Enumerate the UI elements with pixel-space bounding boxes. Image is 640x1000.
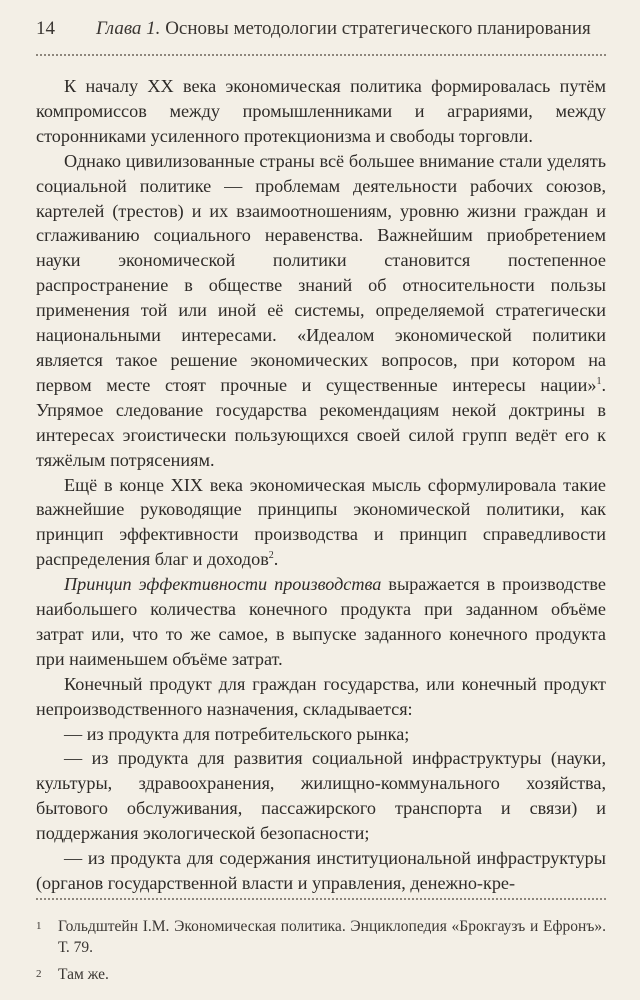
running-title [96,18,591,40]
book-page [36,18,606,983]
paragraph [36,473,606,573]
header-divider [36,54,606,56]
paragraph [36,149,606,473]
footnote-number: 1 [36,920,42,932]
paragraph [36,572,606,672]
list-item: — из продукта для потребительского рынка; [64,723,410,744]
paragraph: Конечный продукт для граждан государства, или конечный продукт непроизводственного назначения, складывается: [36,673,606,719]
footnote [36,964,606,985]
paragraph-text: . Упрямое следование государства рекомендациям некой доктрины в интересах эгоистически пользующихся своей силой групп ведёт его к тяжёлым потрясениям. [36,374,606,470]
list-item: — из продукта для развития социальной инфраструктуры (науки, культуры, здравоохранения, жилищно-коммунального хозяйства, бытового обслуживания, пассажирского транспорта и связи) и поддержания экологической безопасности; [36,748,606,844]
footnote-reference: 1 [596,375,602,387]
paragraph-text: Ещё в конце XIX века экономическая мысль сформулировала такие важнейшие руководящие принципы экономической политики, как принцип эффективности производства и принцип справедливости распределения благ и доходов [36,474,606,570]
paragraph-text: выражается в производстве наибольшего количества конечного продукта при заданном объёме затрат или, что то же самое, в выпуске заданного конечного продукта при наименьшем объёме затрат. [36,574,606,669]
chapter-label: Глава 1. [96,18,161,39]
emphasized-term: Принцип эффективности производства [64,574,382,595]
footnote-number: 2 [36,968,42,980]
running-header [36,18,606,54]
page-number: 14 [36,18,55,39]
list-item: — из продукта для содержания институциональной инфраструктуры (органов государственной власти и управления, денежно-кре- [36,848,606,893]
footnote-text: Гольдштейн I.M. Экономическая политика. Энциклопедия «Брокгаузъ и Ефронъ». Т. 79. [58,918,606,956]
paragraph-text: . [273,549,279,570]
footnote-text: Там же. [58,966,109,983]
paragraph-text: Однако цивилизованные страны всё большее внимание стали уделять социальной политике — проблемам деятельности рабочих союзов, картелей (трестов) и их взаимоотношениям, уровню жизни граждан и сглаживанию социального неравенства. Важнейшим приобретением науки экономической политики становится постепенное распространение в обществе знаний об относительности пользы применения той или иной её системы, определяемой стратегически национальными интересами. «Идеалом экономической политики является такое решение экономических вопросов, при котором на первом месте стоят прочные и существенные интересы нации» [36,150,606,395]
footnotes [36,916,606,991]
footnote-reference: 2 [268,550,274,562]
footnote [36,916,606,958]
main-text [36,74,606,896]
paragraph: К началу XX века экономическая политика формировалась путём компромиссов между промышленниками и аграриями, между сторонниками усиленного протекционизма и свободы торговли. [36,76,606,146]
footnote-divider [36,898,606,900]
chapter-title: Основы методологии стратегического планирования [165,18,591,39]
